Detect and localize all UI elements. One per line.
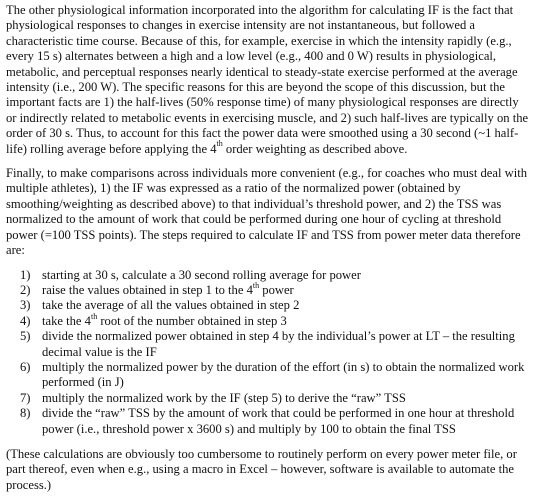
- list-item: [6, 280, 530, 298]
- step-number: 5): [20, 329, 31, 344]
- superscript-th: th: [216, 139, 223, 149]
- step-number: 2): [20, 282, 31, 297]
- step-number: 4): [20, 313, 31, 328]
- step-number: 6): [20, 359, 31, 374]
- step-text: divide the normalized power obtained in step 4 by the individual’s power at LT – the resulting decimal value is the IF: [42, 329, 515, 359]
- list-item: [6, 360, 530, 391]
- list-item: [6, 329, 530, 360]
- step-text-a: raise the values obtained in step 1 to the 4: [42, 282, 253, 297]
- step-text: starting at 30 s, calculate a 30 second rolling average for power: [42, 267, 361, 282]
- paragraph-physiology: [6, 3, 530, 157]
- paragraph-physiology-end: order weighting as described above.: [222, 141, 408, 156]
- list-item: [6, 391, 530, 406]
- paragraph-note: (These calculations are obviously too cumbersome to routinely perform on every power meter file, or part thereof, even when e.g., using a macro in Excel – however, software is available to automate the process.): [6, 446, 517, 492]
- paragraph-comparisons: Finally, to make comparisons across individuals more convenient (e.g., for coaches who must deal with multiple athletes), 1) the IF was expressed as a ratio of the normalized power (obtained by smoothing/weighting as described above) to that individual’s threshold power, and 2) the TSS was normalized to the amount of work that could be performed during one hour of cycling at threshold power (=100 TSS points). The steps required to calculate IF and TSS from power meter data therefore are:: [6, 166, 527, 258]
- step-text: multiply the normalized work by the IF (step 5) to derive the “raw” TSS: [42, 390, 406, 405]
- step-text-b: power: [259, 282, 294, 297]
- step-number: 3): [20, 298, 31, 313]
- step-text: [42, 280, 530, 298]
- paragraph-physiology-text: The other physiological information incorporated into the algorithm for calculating IF is the fact that physiological responses to changes in exercise intensity are not instantaneous, but followed a characteristic time course. Because of this, for example, exercise in which the intensity rapidly (e.g., every 15 s) alternates between a high and a low level (e.g., 400 and 0 W) results in physiological, metabolic, and perceptual responses nearly identical to steady-state exercise performed at the average intensity (i.e., 200 W). The specific reasons for this are beyond the scope of this discussion, but the important facts are 1) the half-lives (50% response time) of many physiological responses are directly or indirectly related to metabolic events in exercising muscle, and 2) such half-lives are typically on the order of 30 s. Thus, to account for this fact the power data were smoothed using a 30 second (~1 half-life) rolling average before applying the: [6, 3, 529, 156]
- list-item: [6, 406, 530, 437]
- list-item: [6, 298, 530, 313]
- superscript-th: th: [90, 311, 98, 321]
- step-text: divide the “raw” TSS by the amount of work that could be performed in one hour at threshold power (i.e., threshold power x 3600 s) and multiply by 100 to obtain the final TSS: [42, 406, 515, 436]
- step-text-a: take the 4: [42, 313, 91, 328]
- superscript-th: th: [252, 280, 260, 290]
- step-text: take the average of all the values obtained in step 2: [42, 298, 300, 313]
- step-text: [42, 311, 530, 329]
- list-item: [6, 268, 530, 283]
- step-number: 1): [20, 267, 31, 282]
- list-item: [6, 311, 530, 329]
- order-number: 4: [210, 141, 217, 156]
- step-number: 8): [20, 406, 31, 421]
- step-number: 7): [20, 390, 31, 405]
- steps-list: [6, 268, 530, 437]
- step-text: multiply the normalized power by the duration of the effort (in s) to obtain the normalized work performed (in J): [42, 359, 525, 390]
- step-text-b: root of the number obtained in step 3: [97, 313, 287, 328]
